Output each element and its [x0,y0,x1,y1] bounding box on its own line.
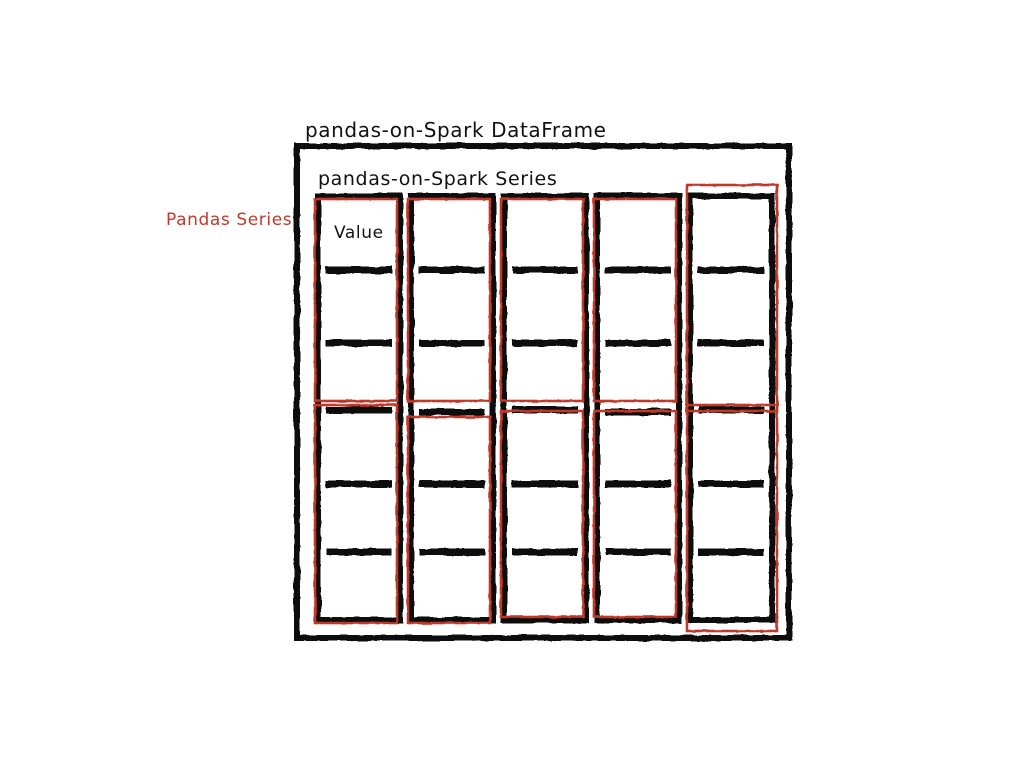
series-column-4 [597,196,679,620]
pandas-series-box-5-2 [687,405,777,631]
pandas-series-box-3-1 [501,199,583,401]
pandas-series-box-4-2 [594,411,676,617]
value-label: Value [334,223,384,243]
pandas-series-box-3-2 [501,411,583,617]
pandas-series-box-4-1 [594,199,676,401]
pandas-series-box-5-1 [687,185,777,411]
dataframe-title-label: pandas-on-Spark DataFrame [305,118,607,142]
series-title-label: pandas-on-Spark Series [318,168,558,190]
pandas-series-box-2-2 [408,417,490,623]
pandas-series-label: Pandas Series [166,210,293,230]
dataframe-outer-box [297,146,789,638]
series-column-2 [411,196,493,620]
pandas-series-box-1-2 [315,405,397,623]
pandas-series-box-2-1 [408,199,490,401]
